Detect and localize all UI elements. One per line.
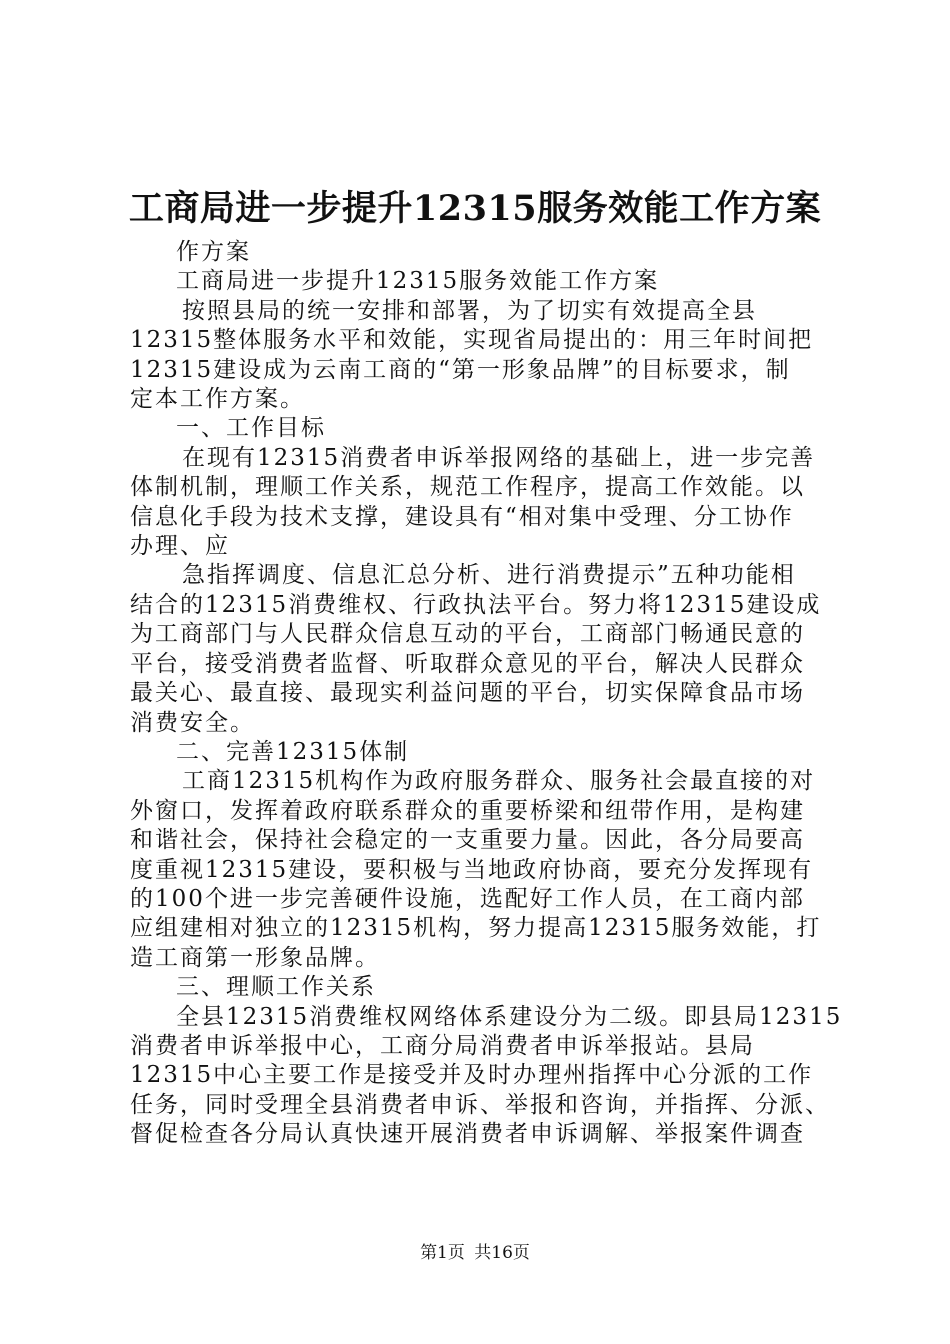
paragraph-line: 一、工作目标 bbox=[176, 415, 326, 442]
paragraph-line: 按照县局的统一安排和部署，为了切实有效提高全县 bbox=[182, 297, 757, 324]
paragraph-line: 信息化手段为技术支撑，建设具有“相对集中受理、分工协作 bbox=[130, 503, 794, 530]
paragraph-line: 消费者申诉举报中心，工商分局消费者申诉举报站。县局 bbox=[130, 1032, 755, 1059]
paragraph-line: 为工商部门与人民群众信息互动的平台，工商部门畅通民意的 bbox=[130, 621, 805, 648]
paragraph-line: 工商12315机构作为政府服务群众、服务社会最直接的对 bbox=[182, 768, 816, 795]
paragraph bbox=[130, 267, 830, 296]
paragraph bbox=[130, 767, 830, 973]
paragraph-line: 应组建相对独立的12315机构，努力提高12315服务效能，打 bbox=[130, 915, 822, 942]
paragraph-line: 急指挥调度、信息汇总分析、进行消费提示”五种功能相 bbox=[182, 562, 796, 589]
paragraph-line: 全县12315消费维权网络体系建设分为二级。即县局12315 bbox=[176, 1003, 843, 1030]
paragraph-line: 督促检查各分局认真快速开展消费者申诉调解、举报案件调查 bbox=[130, 1121, 805, 1148]
paragraph bbox=[130, 1003, 843, 1150]
paragraph-line: 12315建设成为云南工商的“第一形象品牌”的目标要求，制 bbox=[130, 356, 791, 383]
paragraph bbox=[130, 973, 830, 1002]
paragraph-line: 结合的12315消费维权、行政执法平台。努力将12315建设成 bbox=[130, 591, 822, 618]
paragraph-line: 和谐社会，保持社会稳定的一支重要力量。因此，各分局要高 bbox=[130, 827, 805, 854]
paragraph-line: 在现有12315消费者申诉举报网络的基础上，进一步完善 bbox=[182, 444, 816, 471]
paragraph-line: 造工商第一形象品牌。 bbox=[130, 944, 380, 971]
paragraph-line: 度重视12315建设，要积极与当地政府协商，要充分发挥现有 bbox=[130, 856, 814, 883]
paragraph bbox=[130, 738, 830, 767]
paragraph-line: 12315整体服务水平和效能，实现省局提出的：用三年时间把 bbox=[130, 327, 814, 354]
paragraph-line: 定本工作方案。 bbox=[130, 386, 305, 413]
paragraph-line: 办理、应 bbox=[130, 533, 230, 560]
paragraph-line: 的100个进一步完善硬件设施，选配好工作人员，在工商内部 bbox=[130, 885, 805, 912]
paragraph-line: 二、完善12315体制 bbox=[176, 738, 410, 765]
paragraph-line: 作方案 bbox=[176, 239, 251, 265]
paragraph-line: 工商局进一步提升12315服务效能工作方案 bbox=[176, 268, 660, 295]
page-total: 共16页 bbox=[474, 1243, 530, 1263]
paragraph-line: 任务，同时受理全县消费者申诉、举报和咨询，并指挥、分派、 bbox=[130, 1091, 830, 1118]
document-title: 工商局进一步提升12315服务效能工作方案 bbox=[128, 188, 822, 229]
paragraph bbox=[130, 561, 830, 737]
paragraph-line: 消费安全。 bbox=[130, 709, 255, 736]
paragraph-line: 最关心、最直接、最现实利益问题的平台，切实保障食品市场 bbox=[130, 680, 805, 707]
paragraph bbox=[130, 444, 830, 562]
page-number: 第1页 bbox=[420, 1243, 465, 1263]
paragraph-line: 三、理顺工作关系 bbox=[176, 974, 376, 1001]
paragraph-line: 12315中心主要工作是接受并及时办理州指挥中心分派的工作 bbox=[130, 1062, 814, 1089]
document-body bbox=[130, 238, 843, 1150]
page-footer bbox=[0, 1241, 950, 1265]
paragraph-line: 外窗口，发挥着政府联系群众的重要桥梁和纽带作用，是构建 bbox=[130, 797, 805, 824]
paragraph-line: 体制机制，理顺工作关系，规范工作程序，提高工作效能。以 bbox=[130, 474, 805, 501]
paragraph-line: 平台，接受消费者监督、听取群众意见的平台，解决人民群众 bbox=[130, 650, 805, 677]
paragraph bbox=[130, 297, 830, 415]
paragraph bbox=[130, 414, 830, 443]
paragraph bbox=[130, 238, 830, 267]
